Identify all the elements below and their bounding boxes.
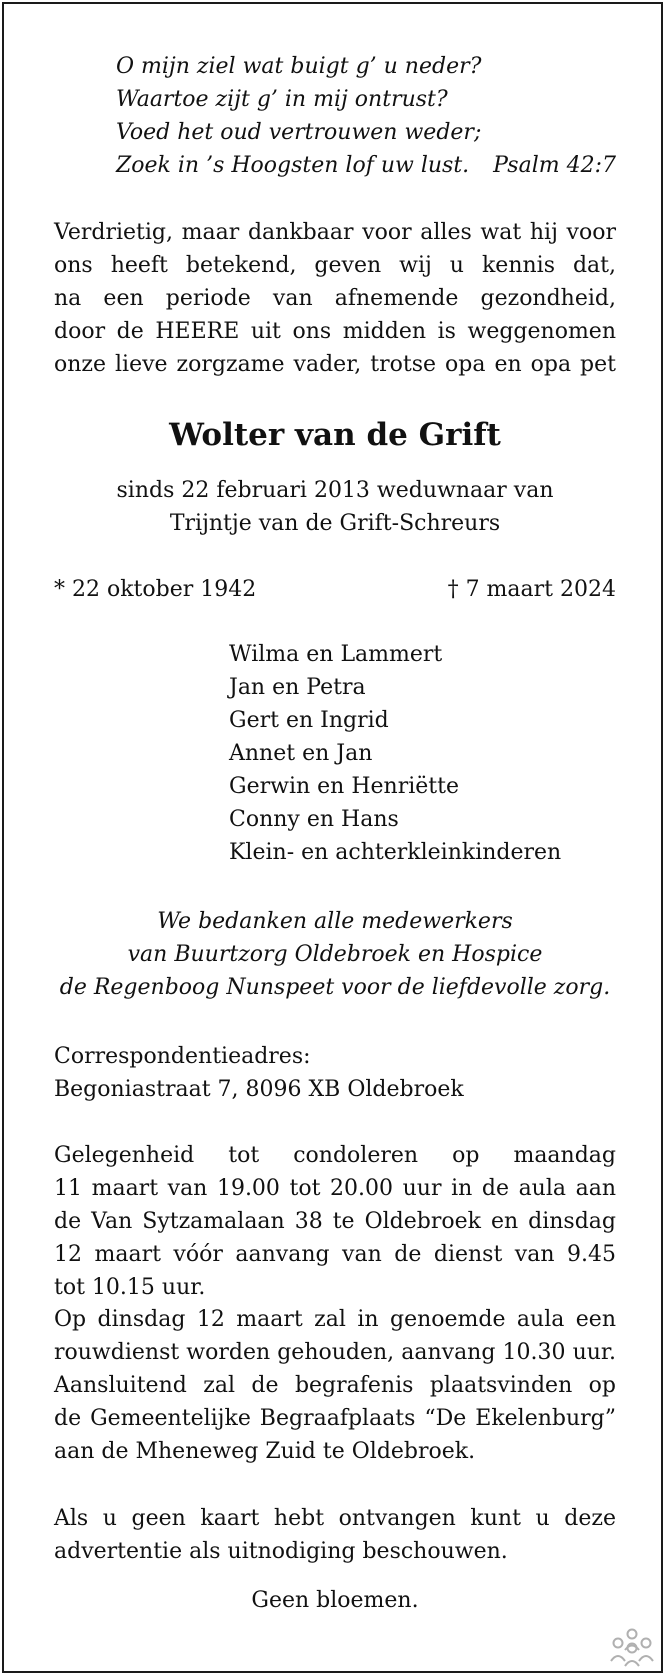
condolence-line: de Van Sytzamalaan 38 te Oldebroek en dinsdag [54, 1209, 616, 1234]
service-line: aan de Mheneweg Zuid te Oldebroek. [54, 1439, 476, 1464]
family-member: Gerwin en Henriëtte [229, 774, 459, 799]
service-line: Aansluitend zal de begrafenis plaatsvinden op [54, 1373, 616, 1398]
thanks-note [54, 905, 616, 1004]
poem-line: O mijn ziel wat buigt g’ u neder? [116, 54, 482, 79]
poem-line-text: Zoek in ’s Hoogsten lof uw lust. [116, 153, 470, 178]
family-member: Conny en Hans [229, 807, 399, 832]
closing-note: Geen bloemen. [251, 1588, 419, 1613]
psalm-reference: Psalm 42:7 [493, 153, 616, 178]
correspondence-label: Correspondentieadres: [54, 1044, 311, 1069]
life-dates [54, 573, 616, 606]
family-list [229, 638, 629, 869]
intro-line: ons heeft betekend, geven wij u kennis dat, [54, 253, 616, 278]
invitation-line: advertentie als uitnodiging beschouwen. [54, 1539, 508, 1564]
condolence-line: 12 maart vóór aanvang van de dienst van 9.45 [54, 1242, 616, 1267]
intro-line: onze lieve zorgzame vader, trotse opa en opa pet [54, 352, 616, 377]
correspondence-address [54, 1040, 616, 1106]
intro-line: door de HEERE uit ons midden is weggenomen [54, 319, 616, 344]
poem-line: Waartoe zijt g’ in mij ontrust? [116, 87, 448, 112]
widower-info [54, 474, 616, 540]
poem-line [116, 149, 616, 182]
condolence-line: Gelegenheid tot condoleren op maandag [54, 1143, 616, 1168]
widower-line: sinds 22 februari 2013 weduwnaar van [116, 478, 554, 503]
intro-paragraph [54, 216, 616, 381]
family-member: Jan en Petra [229, 675, 366, 700]
deceased-name: Wolter van de Grift [169, 417, 501, 453]
condolence-line: tot 10.15 uur. [54, 1275, 206, 1300]
condolence-line: 11 maart van 19.00 tot 20.00 uur in de aula aan [54, 1176, 616, 1201]
death-date: † 7 maart 2024 [447, 577, 616, 602]
service-line: rouwdienst worden gehouden, aanvang 10.30 uur. [54, 1340, 616, 1365]
thanks-line: de Regenboog Nunspeet voor de liefdevolle zorg. [59, 975, 611, 1000]
people-logo-icon [608, 1628, 656, 1668]
service-line: de Gemeentelijke Begraafplaats “De Ekelenburg” [54, 1406, 616, 1431]
family-member: Wilma en Lammert [229, 642, 443, 667]
poem-line: Voed het oud vertrouwen weder; [116, 120, 482, 145]
family-member: Klein- en achterkleinkinderen [229, 840, 562, 865]
address-line: Begoniastraat 7, 8096 XB Oldebroek [54, 1077, 464, 1102]
thanks-line: van Buurtzorg Oldebroek en Hospice [127, 942, 543, 967]
birth-date: * 22 oktober 1942 [54, 577, 257, 602]
spouse-name: Trijntje van de Grift-Schreurs [169, 511, 501, 536]
service-line: Op dinsdag 12 maart zal in genoemde aula een [54, 1307, 616, 1332]
intro-line: na een periode van afnemende gezondheid, [54, 286, 616, 311]
family-member: Gert en Ingrid [229, 708, 389, 733]
service-paragraph [54, 1303, 616, 1468]
condolence-paragraph [54, 1139, 616, 1304]
intro-line: Verdrietig, maar dankbaar voor alles wat hij voor [54, 220, 616, 245]
family-member: Annet en Jan [229, 741, 373, 766]
thanks-line: We bedanken alle medewerkers [157, 909, 513, 934]
psalm-verse [116, 50, 616, 182]
invitation-paragraph [54, 1502, 616, 1568]
invitation-line: Als u geen kaart hebt ontvangen kunt u deze [54, 1506, 616, 1531]
